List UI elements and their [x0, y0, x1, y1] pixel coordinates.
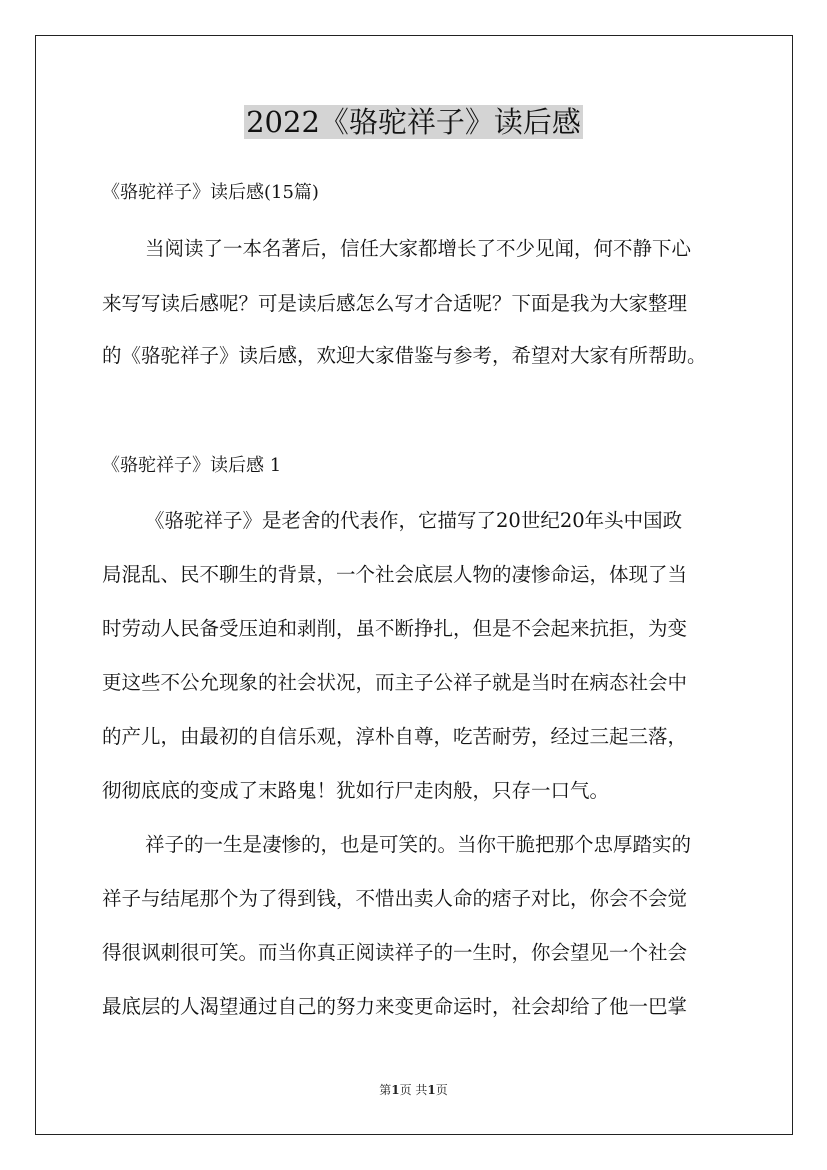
intro-line-2: 来写写读后感呢？可是读后感怎么写才合适呢？下面是我为大家整理	[102, 292, 688, 315]
paragraph-2-line-3: 得很讽刺很可笑。而当你真正阅读祥子的一生时，你会望见一个社会	[102, 941, 688, 964]
document-title	[0, 103, 827, 141]
intro-line-1: 当阅读了一本名著后，信任大家都增长了不少见闻，何不静下心	[145, 237, 692, 260]
total-pages-number: 1	[427, 1083, 436, 1097]
page-footer	[0, 1082, 827, 1098]
paragraph-1-line-5: 的产儿，由最初的自信乐观，淳朴自尊，吃苦耐劳，经过三起三落，	[102, 725, 688, 748]
intro-line-3: 的《骆驼祥子》读后感，欢迎大家借鉴与参考，希望对大家有所帮助。	[102, 344, 707, 367]
current-page-number: 1	[391, 1083, 400, 1097]
paragraph-2-line-2: 祥子与结尾那个为了得到钱，不惜出卖人命的痞子对比，你会不会觉	[102, 887, 688, 910]
footer-suffix: 页	[435, 1083, 448, 1097]
subtitle: 《骆驼祥子》读后感(15篇)	[102, 182, 319, 203]
paragraph-1-line-4: 更这些不公允现象的社会状况，而主子公祥子就是当时在病态社会中	[102, 671, 688, 694]
paragraph-2-line-1: 祥子的一生是凄惨的，也是可笑的。当你干脆把那个忠厚踏实的	[145, 833, 692, 856]
footer-prefix: 第	[379, 1083, 392, 1097]
title-highlight: 2022《骆驼祥子》读后感	[246, 105, 581, 139]
paragraph-2-line-4: 最底层的人渴望通过自己的努力来变更命运时，社会却给了他一巴掌	[102, 995, 688, 1018]
paragraph-1-line-1: 《骆驼祥子》是老舍的代表作，它描写了20世纪20年头中国政	[145, 509, 683, 532]
footer-mid: 页 共	[399, 1083, 428, 1097]
paragraph-1-line-3: 时劳动人民备受压迫和剥削，虽不断挣扎，但是不会起来抗拒，为变	[102, 617, 688, 640]
paragraph-1-line-6: 彻彻底底的变成了末路鬼！犹如行尸走肉般，只存一口气。	[102, 779, 610, 802]
section-heading: 《骆驼祥子》读后感 1	[102, 455, 282, 476]
paragraph-1-line-2: 局混乱、民不聊生的背景，一个社会底层人物的凄惨命运，体现了当	[102, 563, 688, 586]
